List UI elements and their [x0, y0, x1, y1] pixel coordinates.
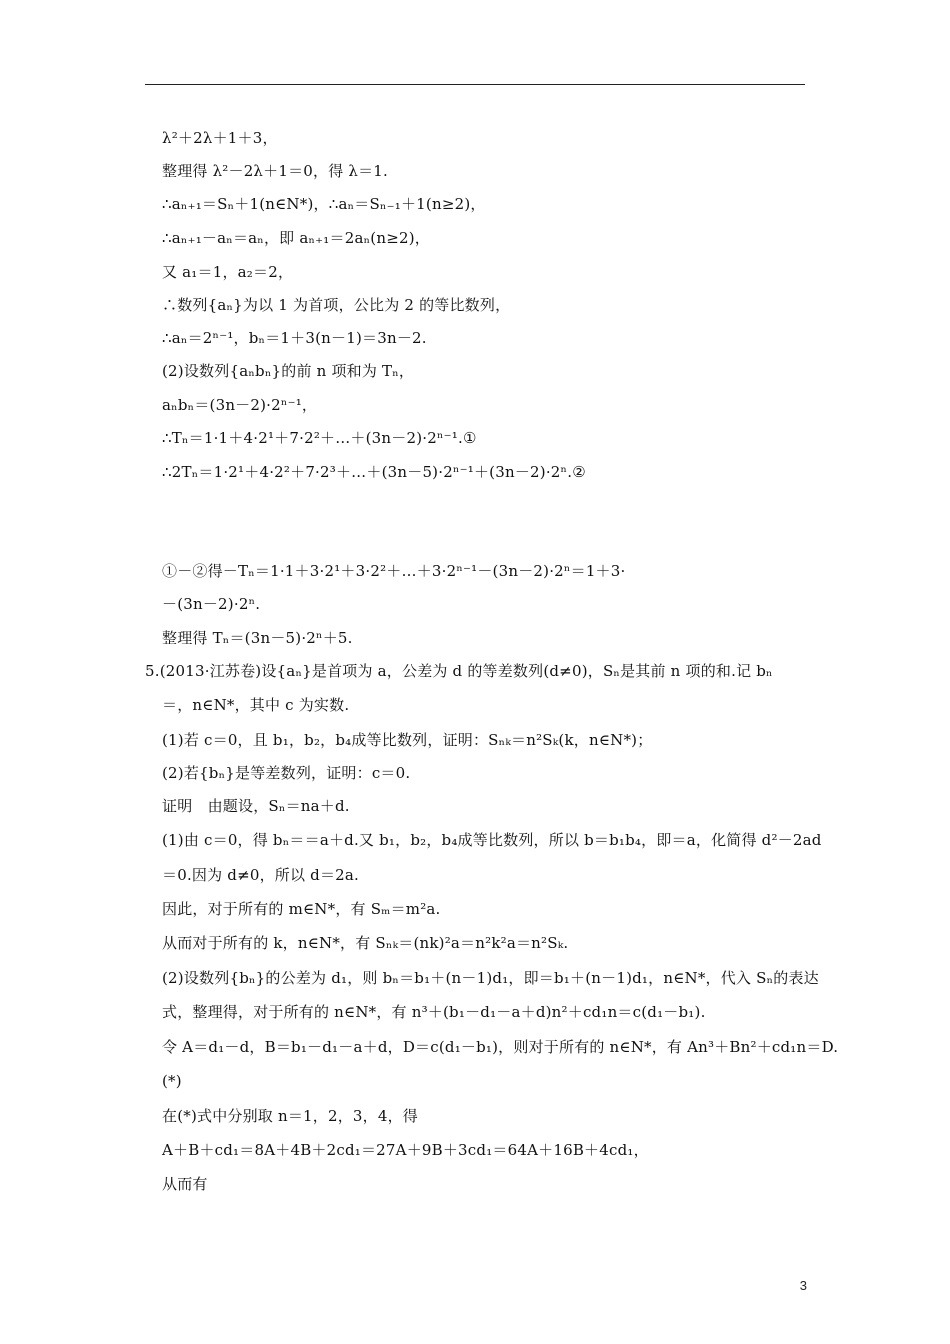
text-line: －(3n－2)·2ⁿ.	[162, 595, 261, 613]
text-line: ∴aₙ＝2ⁿ⁻¹，bₙ＝1＋3(n－1)＝3n－2.	[162, 329, 427, 347]
text-line: 在(*)式中分别取 n＝1，2，3，4，得	[162, 1107, 419, 1125]
text-line: aₙbₙ＝(3n－2)·2ⁿ⁻¹，	[162, 396, 318, 414]
text-line: ∴2Tₙ＝1·2¹＋4·2²＋7·2³＋…＋(3n－5)·2ⁿ⁻¹＋(3n－2)·2ⁿ.②	[162, 463, 586, 481]
text-line: A＋B＋cd₁＝8A＋4B＋2cd₁＝27A＋9B＋3cd₁＝64A＋16B＋4cd₁，	[162, 1141, 649, 1159]
text-line: 整理得 Tₙ＝(3n－5)·2ⁿ＋5.	[162, 629, 353, 647]
page-number: 3	[799, 1278, 807, 1293]
text-line: λ²＋2λ＋1＋3，	[162, 129, 278, 147]
text-line: 又 a₁＝1，a₂＝2，	[162, 263, 294, 281]
text-line: ∴Tₙ＝1·1＋4·2¹＋7·2²＋…＋(3n－2)·2ⁿ⁻¹.①	[162, 429, 477, 447]
text-line: (1)若 c＝0，且 b₁，b₂，b₄成等比数列，证明：Sₙₖ＝n²Sₖ(k，n∈N*)；	[162, 731, 653, 749]
text-line: 令 A＝d₁－d，B＝b₁－d₁－a＋d，D＝c(d₁－b₁)，则对于所有的 n∈N*，有 An³＋Bn²＋cd₁n＝D.	[162, 1038, 839, 1056]
text-line: ①－②得－Tₙ＝1·1＋3·2¹＋3·2²＋…＋3·2ⁿ⁻¹－(3n－2)·2ⁿ＝1＋3·	[162, 562, 626, 580]
text-line: (2)若{bₙ}是等差数列，证明：c＝0.	[162, 764, 411, 782]
text-line: 因此，对于所有的 m∈N*，有 Sₘ＝m²a.	[162, 900, 441, 918]
text-line: 式，整理得，对于所有的 n∈N*，有 n³＋(b₁－d₁－a＋d)n²＋cd₁n＝c(d₁－b₁).	[162, 1003, 706, 1021]
text-line: (2)设数列{bₙ}的公差为 d₁，则 bₙ＝b₁＋(n－1)d₁，即＝b₁＋(n－1)d₁，n∈N*，代入 Sₙ的表达	[162, 969, 819, 987]
text-line: ＝，n∈N*，其中 c 为实数.	[162, 696, 350, 714]
text-line: 从而有	[162, 1175, 208, 1193]
text-line: (2)设数列{aₙbₙ}的前 n 项和为 Tₙ，	[162, 362, 415, 380]
text-line: ＝0.因为 d≠0，所以 d＝2a.	[162, 866, 360, 884]
text-line: 证明 由题设，Sₙ＝na＋d.	[162, 797, 350, 815]
text-line: (*)	[162, 1072, 182, 1090]
text-line: 整理得 λ²－2λ＋1＝0，得 λ＝1.	[162, 162, 389, 180]
problem-heading: 5.(2013·江苏卷)设{aₙ}是首项为 a，公差为 d 的等差数列(d≠0)，Sₙ是其前 n 项的和.记 bₙ	[145, 662, 773, 680]
text-line: ∴数列{aₙ}为以 1 为首项，公比为 2 的等比数列，	[162, 296, 511, 314]
text-line: (1)由 c＝0，得 bₙ＝＝a＋d.又 b₁，b₂，b₄成等比数列，所以 b＝b₁b₄，即＝a，化简得 d²－2ad	[162, 831, 822, 849]
text-line: ∴aₙ₊₁＝Sₙ＋1(n∈N*)，∴aₙ＝Sₙ₋₁＋1(n≥2)，	[162, 195, 486, 213]
text-line: ∴aₙ₊₁－aₙ＝aₙ，即 aₙ₊₁＝2aₙ(n≥2)，	[162, 229, 430, 247]
text-line: 从而对于所有的 k，n∈N*，有 Sₙₖ＝(nk)²a＝n²k²a＝n²Sₖ.	[162, 934, 569, 952]
header-rule	[145, 84, 805, 85]
